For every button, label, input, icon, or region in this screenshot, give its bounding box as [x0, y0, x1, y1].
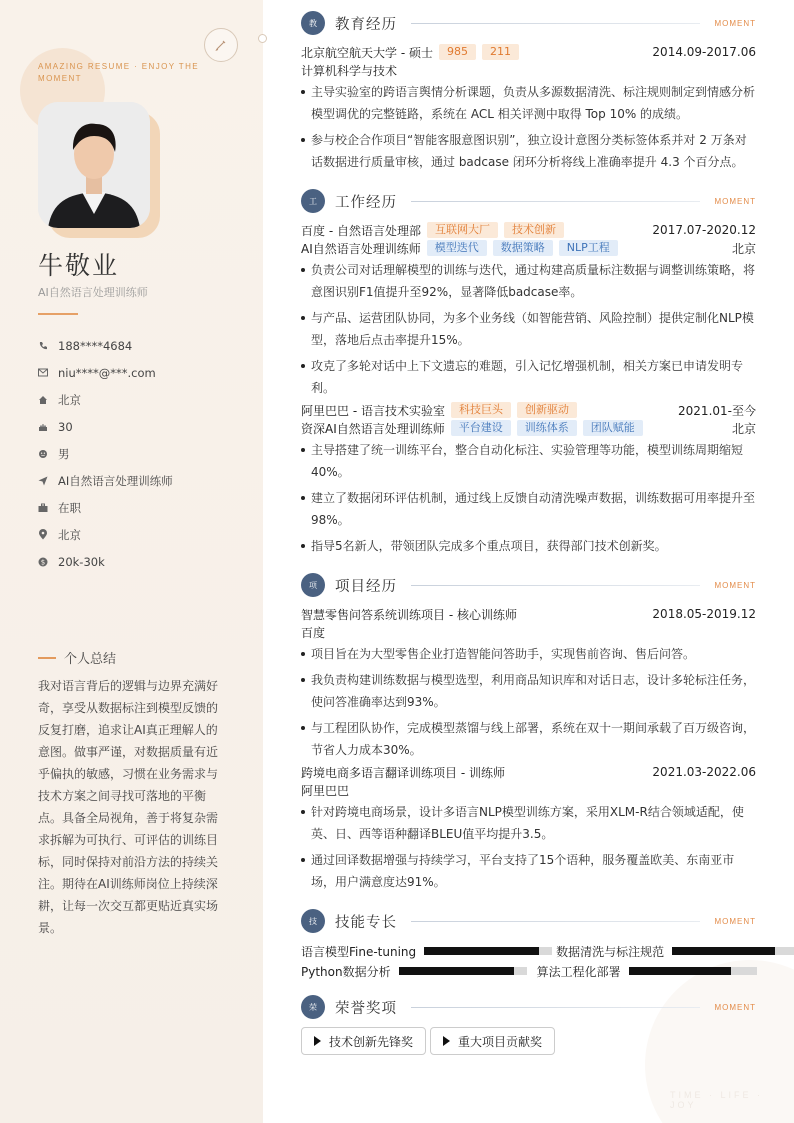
company-name: 阿里巴巴 - 语言技术实验室 — [301, 403, 445, 418]
award-item: 技术创新先锋奖 — [301, 1027, 426, 1055]
info-location: 北京 — [38, 521, 248, 548]
tag: 创新驱动 — [517, 402, 577, 418]
list-item: 建立了数据闭环评估机制，通过线上反馈自动清洗噪声数据，训练数据可用率提升至98%。 — [301, 487, 756, 531]
location-icon — [38, 529, 58, 540]
tag: 科技巨头 — [451, 402, 511, 418]
tag: NLP工程 — [559, 240, 618, 256]
education-entry — [301, 43, 756, 177]
cake-icon — [38, 422, 58, 432]
work-city: 北京 — [731, 241, 756, 256]
section-work-header: 工 工作经历 MOMENT — [301, 188, 756, 214]
project-date: 2018.05-2019.12 — [652, 607, 756, 621]
info-home: 北京 — [38, 386, 248, 413]
skill-level-bar — [399, 967, 527, 975]
school-name: 北京航空航天大学 - 硕士 — [301, 45, 433, 60]
section-title: 项目经历 — [335, 578, 397, 595]
major: 计算机科学与技术 — [301, 63, 398, 78]
mail-icon — [38, 368, 58, 377]
section-skills-header: 技 技能专长 MOMENT — [301, 908, 756, 934]
list-item: 攻克了多轮对话中上下文遗忘的难题，引入记忆增强机制，相关方案已申请发明专利。 — [301, 355, 756, 399]
briefcase-icon — [38, 503, 58, 513]
tag: 平台建设 — [451, 420, 511, 436]
work-date: 2021.01-至今 — [678, 403, 756, 418]
education-date: 2014.09-2017.06 — [652, 45, 756, 59]
skill-level-bar — [629, 967, 757, 975]
decorative-dot — [258, 34, 267, 43]
divider — [38, 313, 78, 315]
section-badge: 工 — [301, 189, 325, 213]
skill-level-bar — [672, 947, 794, 955]
section-education-header: 教 教育经历 MOMENT — [301, 10, 756, 36]
candidate-role: AI自然语言处理训练师 — [38, 286, 148, 299]
list-item: 项目旨在为大型零售企业打造智能问答助手，实现售前咨询、售后问答。 — [301, 643, 756, 665]
list-item: 通过回译数据增强与持续学习，平台支持了15个语种，服务覆盖欧美、东南亚市场，用户满意度达91%。 — [301, 849, 756, 893]
section-title: 荣誉奖项 — [335, 1000, 397, 1017]
tag: 985 — [439, 44, 476, 60]
section-badge: 技 — [301, 909, 325, 933]
gender-icon — [38, 449, 58, 459]
list-item: 参与校企合作项目“智能客服意图识别”，独立设计意图分类标签体系并对 2 万条对话数据进行质量审核，通过 badcase 闭环分析将线上准确率提升 4.3 个百分点。 — [301, 129, 756, 173]
tag: 模型迭代 — [427, 240, 487, 256]
skill-item: Python数据分析 — [301, 963, 527, 980]
info-age: 30 — [38, 413, 248, 440]
pen-icon — [204, 28, 238, 62]
section-honors-header: 荣 荣誉奖项 MOMENT — [301, 994, 756, 1020]
skill-item: 语言模型Fine-tuning — [301, 943, 552, 960]
send-icon — [38, 476, 58, 486]
skills-list — [301, 941, 794, 981]
avatar — [38, 102, 150, 228]
work-entry — [301, 221, 756, 403]
info-email: niu****@***.com — [38, 359, 248, 386]
project-title: 跨境电商多语言翻译训练项目 - 训练师 — [301, 765, 505, 780]
info-gender: 男 — [38, 440, 248, 467]
tag: 数据策略 — [493, 240, 553, 256]
summary-heading: 个人总结 — [38, 648, 116, 667]
work-date: 2017.07-2020.12 — [652, 223, 756, 237]
list-item: 主导搭建了统一训练平台，整合自动化标注、实验管理等功能，模型训练周期缩短40%。 — [301, 439, 756, 483]
summary-text: 我对语言背后的逻辑与边界充满好奇，享受从数据标注到模型反馈的反复打磨，追求让AI真正理解人的意图。做事严谨，对数据质量有近乎偏执的敏感，习惯在业务需求与技术方案之间寻找可落地的平衡点。具备全局视角，善于将复杂需求拆解为可执行、可评估的训练目标，同时保持对前沿方法的持续关注。期待在AI训练师岗位上持续深耕，让每一次交互都更贴近真实场景。 — [38, 679, 219, 935]
section-project-header: 项 项目经历 MOMENT — [301, 572, 756, 598]
awards-list — [301, 1027, 559, 1055]
skill-item: 算法工程化部署 — [537, 963, 757, 980]
project-title: 智慧零售问答系统训练项目 - 核心训练师 — [301, 607, 517, 622]
section-badge: 教 — [301, 11, 325, 35]
position: AI自然语言处理训练师 — [301, 241, 421, 256]
skill-item: 数据清洗与标注规范 — [556, 943, 794, 960]
tag: 团队赋能 — [583, 420, 643, 436]
list-item: 与工程团队协作，完成模型蒸馏与线上部署，系统在双十一期间承载了百万级咨询，节省人力成本30%。 — [301, 717, 756, 761]
info-target-role: AI自然语言处理训练师 — [38, 467, 248, 494]
list-item: 与产品、运营团队协同，为多个业务线（如智能营销、风险控制）提供定制化NLP模型，落地后点击率提升15%。 — [301, 307, 756, 351]
tag: 互联网大厂 — [427, 222, 498, 238]
section-badge: 荣 — [301, 995, 325, 1019]
work-city: 北京 — [731, 421, 756, 436]
contact-info-list — [38, 332, 248, 575]
work-entry — [301, 401, 756, 561]
list-item: 针对跨境电商场景，设计多语言NLP模型训练方案，采用XLM-R结合领域适配，使英、日、西等语种翻译BLEU值平均提升3.5。 — [301, 801, 756, 845]
info-status: 在职 — [38, 494, 248, 521]
section-title: 工作经历 — [335, 194, 397, 211]
list-item: 指导5名新人，带领团队完成多个重点项目，获得部门技术创新奖。 — [301, 535, 756, 557]
info-salary: $ 20k-30k — [38, 548, 248, 575]
footer-deco-text: TIME · LIFE · JOY — [670, 1090, 763, 1110]
list-item: 我负责构建训练数据与模型选型，利用商品知识库和对话日志，设计多轮标注任务，使问答准确率达到93%。 — [301, 669, 756, 713]
svg-text:$: $ — [40, 558, 46, 566]
position: 资深AI自然语言处理训练师 — [301, 421, 445, 436]
play-icon — [443, 1036, 450, 1046]
section-title: 教育经历 — [335, 16, 397, 33]
salary-icon — [38, 557, 58, 567]
award-item: 重大项目贡献奖 — [430, 1027, 555, 1055]
project-entry — [301, 605, 756, 765]
project-org: 百度 — [301, 625, 326, 640]
candidate-name: 牛敬业 — [38, 251, 120, 280]
tag: 技术创新 — [504, 222, 564, 238]
tag: 训练体系 — [517, 420, 577, 436]
project-date: 2021.03-2022.06 — [652, 765, 756, 779]
company-name: 百度 - 自然语言处理部 — [301, 223, 421, 238]
tag: 211 — [482, 44, 519, 60]
list-item: 负责公司对话理解模型的训练与迭代，通过构建高质量标注数据与调整训练策略，将意图识别F1值提升至92%，显著降低badcase率。 — [301, 259, 756, 303]
project-entry — [301, 763, 756, 897]
home-icon — [38, 395, 58, 405]
list-item: 主导实验室的跨语言舆情分析课题，负责从多源数据清洗、标注规则制定到情感分析模型调优的完整链路，系统在 ACL 相关评测中取得 Top 10% 的成绩。 — [301, 81, 756, 125]
project-org: 阿里巴巴 — [301, 783, 350, 798]
skill-level-bar — [424, 947, 552, 955]
info-phone: 188****4684 — [38, 332, 248, 359]
section-badge: 项 — [301, 573, 325, 597]
play-icon — [314, 1036, 321, 1046]
sidebar — [0, 0, 263, 1123]
section-title: 技能专长 — [335, 914, 397, 931]
slogan: AMAZING RESUME · ENJOY THE MOMENT — [38, 62, 200, 83]
phone-icon — [38, 341, 58, 351]
